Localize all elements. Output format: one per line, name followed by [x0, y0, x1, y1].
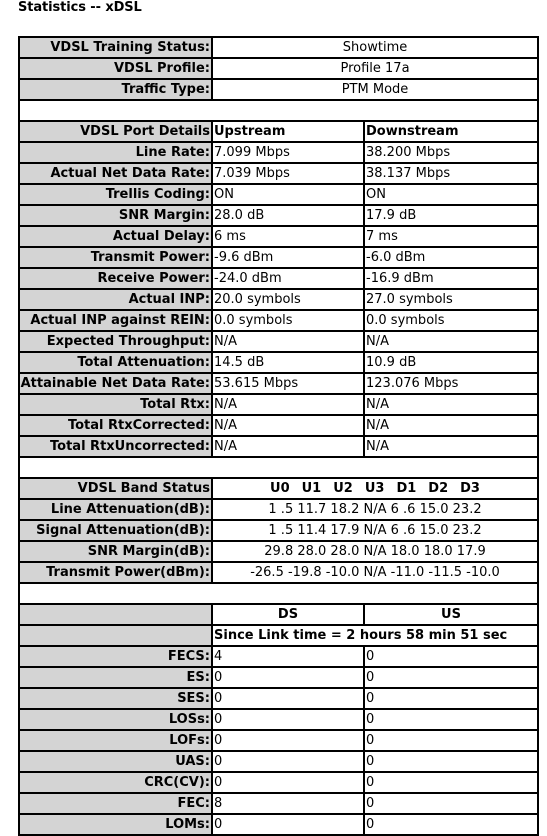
downstream-value: 38.200 Mbps [364, 142, 538, 163]
row-label: FEC: [19, 793, 212, 814]
upstream-value: 28.0 dB [212, 205, 364, 226]
upstream-value: 20.0 symbols [212, 289, 364, 310]
band-header-row [19, 478, 538, 499]
band-name: D1 [396, 481, 417, 496]
band-values: 1 .5 11.4 17.9 N/A 6 .6 15.0 23.2 [212, 520, 538, 541]
port-details-heading: VDSL Port Details [19, 121, 212, 142]
downstream-value: 27.0 symbols [364, 289, 538, 310]
band-name: D3 [460, 481, 480, 496]
port-row [19, 163, 538, 184]
upstream-value: 6 ms [212, 226, 364, 247]
counter-row [19, 793, 538, 814]
us-value: 0 [364, 772, 538, 793]
band-names [212, 478, 538, 499]
row-label: Actual Net Data Rate: [19, 163, 212, 184]
port-row [19, 394, 538, 415]
row-label: UAS: [19, 751, 212, 772]
ds-value: 0 [212, 667, 364, 688]
ds-value: 4 [212, 646, 364, 667]
us-value: 0 [364, 814, 538, 835]
band-values: 1 .5 11.7 18.2 N/A 6 .6 15.0 23.2 [212, 499, 538, 520]
port-header-row [19, 121, 538, 142]
us-value: 0 [364, 646, 538, 667]
downstream-value: N/A [364, 394, 538, 415]
us-value: 0 [364, 667, 538, 688]
band-values: -26.5 -19.8 -10.0 N/A -11.0 -11.5 -10.0 [212, 562, 538, 583]
port-row [19, 226, 538, 247]
row-label: Actual Delay: [19, 226, 212, 247]
band-name: U0 [270, 481, 290, 496]
row-label: LOFs: [19, 730, 212, 751]
band-row [19, 562, 538, 583]
counter-row [19, 709, 538, 730]
ds-value: 0 [212, 688, 364, 709]
row-label: SNR Margin(dB): [19, 541, 212, 562]
row-value: Profile 17a [212, 58, 538, 79]
band-values: 29.8 28.0 28.0 N/A 18.0 18.0 17.9 [212, 541, 538, 562]
row-label: Attainable Net Data Rate: [19, 373, 212, 394]
ds-value: 0 [212, 709, 364, 730]
row-label: Total RtxCorrected: [19, 415, 212, 436]
row-label: FECS: [19, 646, 212, 667]
counter-row [19, 814, 538, 835]
upstream-value: 7.099 Mbps [212, 142, 364, 163]
port-row [19, 331, 538, 352]
us-value: 0 [364, 751, 538, 772]
since-link-time: Since Link time = 2 hours 58 min 51 sec [212, 625, 538, 646]
band-name: D2 [428, 481, 449, 496]
downstream-value: -16.9 dBm [364, 268, 538, 289]
downstream-value: 38.137 Mbps [364, 163, 538, 184]
port-row [19, 247, 538, 268]
row-label: Traffic Type: [19, 79, 212, 100]
band-row [19, 499, 538, 520]
downstream-value: 10.9 dB [364, 352, 538, 373]
row-label: ES: [19, 667, 212, 688]
row-label: Actual INP against REIN: [19, 310, 212, 331]
upstream-value: N/A [212, 415, 364, 436]
spacer-row [19, 583, 538, 604]
band-row [19, 520, 538, 541]
band-name: U3 [364, 481, 385, 496]
row-label: Trellis Coding: [19, 184, 212, 205]
upstream-value: N/A [212, 394, 364, 415]
band-status-heading: VDSL Band Status [19, 478, 212, 499]
upstream-value: N/A [212, 436, 364, 457]
ds-value: 8 [212, 793, 364, 814]
us-value: 0 [364, 730, 538, 751]
us-heading: US [364, 604, 538, 625]
port-row [19, 184, 538, 205]
downstream-value: 123.076 Mbps [364, 373, 538, 394]
upstream-value: -9.6 dBm [212, 247, 364, 268]
port-row [19, 268, 538, 289]
row-label: SNR Margin: [19, 205, 212, 226]
since-link-row [19, 625, 538, 646]
us-value: 0 [364, 688, 538, 709]
row-label: SES: [19, 688, 212, 709]
band-row [19, 541, 538, 562]
downstream-value: N/A [364, 415, 538, 436]
upstream-value: 0.0 symbols [212, 310, 364, 331]
downstream-value: ON [364, 184, 538, 205]
downstream-heading: Downstream [364, 121, 538, 142]
page-title: Statistics -- xDSL [18, 0, 142, 15]
row-value: Showtime [212, 37, 538, 58]
upstream-value: N/A [212, 331, 364, 352]
upstream-heading: Upstream [212, 121, 364, 142]
port-row [19, 289, 538, 310]
ds-value: 0 [212, 751, 364, 772]
ds-value: 0 [212, 814, 364, 835]
upstream-value: -24.0 dBm [212, 268, 364, 289]
downstream-value: 7 ms [364, 226, 538, 247]
row-label: Expected Throughput: [19, 331, 212, 352]
row-value: PTM Mode [212, 79, 538, 100]
counter-row [19, 646, 538, 667]
row-label: Transmit Power: [19, 247, 212, 268]
port-row [19, 142, 538, 163]
summary-row [19, 79, 538, 100]
port-row [19, 373, 538, 394]
counters-corner [19, 604, 212, 625]
since-link-corner [19, 625, 212, 646]
row-label: Transmit Power(dBm): [19, 562, 212, 583]
band-name: U2 [333, 481, 353, 496]
row-label: Signal Attenuation(dB): [19, 520, 212, 541]
row-label: Total RtxUncorrected: [19, 436, 212, 457]
spacer-row [19, 457, 538, 478]
port-row [19, 205, 538, 226]
row-label: Line Attenuation(dB): [19, 499, 212, 520]
counter-row [19, 751, 538, 772]
downstream-value: N/A [364, 436, 538, 457]
row-label: LOSs: [19, 709, 212, 730]
ds-heading: DS [212, 604, 364, 625]
upstream-value: ON [212, 184, 364, 205]
counter-row [19, 667, 538, 688]
counter-row [19, 772, 538, 793]
summary-row [19, 37, 538, 58]
summary-row [19, 58, 538, 79]
ds-value: 0 [212, 730, 364, 751]
row-label: VDSL Training Status: [19, 37, 212, 58]
spacer-row [19, 100, 538, 121]
upstream-value: 53.615 Mbps [212, 373, 364, 394]
port-row [19, 436, 538, 457]
ds-value: 0 [212, 772, 364, 793]
upstream-value: 7.039 Mbps [212, 163, 364, 184]
us-value: 0 [364, 793, 538, 814]
row-label: Receive Power: [19, 268, 212, 289]
counters-header-row [19, 604, 538, 625]
upstream-value: 14.5 dB [212, 352, 364, 373]
xdsl-stats-table [18, 36, 539, 836]
row-label: Total Attenuation: [19, 352, 212, 373]
row-label: Total Rtx: [19, 394, 212, 415]
port-row [19, 415, 538, 436]
row-label: VDSL Profile: [19, 58, 212, 79]
downstream-value: 0.0 symbols [364, 310, 538, 331]
port-row [19, 352, 538, 373]
downstream-value: -6.0 dBm [364, 247, 538, 268]
row-label: LOMs: [19, 814, 212, 835]
row-label: Actual INP: [19, 289, 212, 310]
row-label: CRC(CV): [19, 772, 212, 793]
band-name: U1 [301, 481, 322, 496]
downstream-value: 17.9 dB [364, 205, 538, 226]
counter-row [19, 688, 538, 709]
us-value: 0 [364, 709, 538, 730]
row-label: Line Rate: [19, 142, 212, 163]
counter-row [19, 730, 538, 751]
port-row [19, 310, 538, 331]
downstream-value: N/A [364, 331, 538, 352]
